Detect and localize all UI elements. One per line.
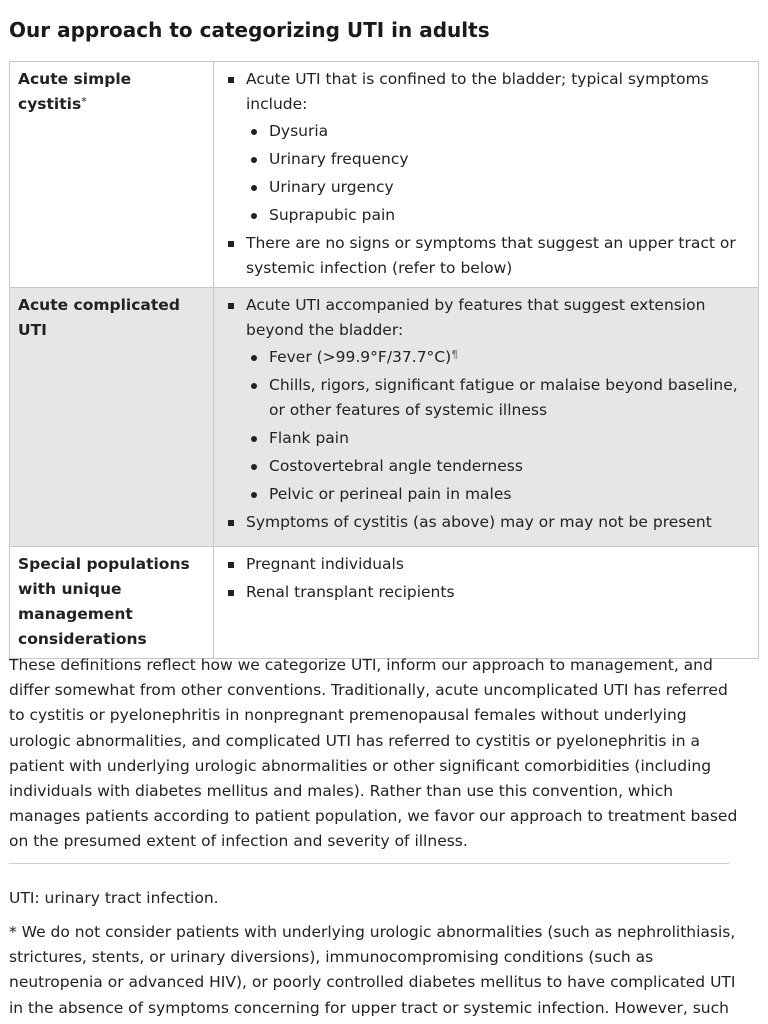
bullet-list: [228, 552, 750, 605]
sub-list-item: Costovertebral angle tenderness: [246, 454, 750, 479]
list-item: [228, 67, 750, 228]
bullet-text: Acute UTI that is confined to the bladder; typical symptoms include:: [246, 70, 709, 113]
sub-bullet-list: [246, 345, 750, 507]
document-page: [9, 0, 759, 1017]
list-item: There are no signs or symptoms that suggest an upper tract or systemic infection (refer to below): [228, 231, 750, 281]
sub-list-item: Flank pain: [246, 426, 750, 451]
list-item: [228, 293, 750, 507]
sub-list-item: [246, 345, 750, 370]
list-item: Symptoms of cystitis (as above) may or may not be present: [228, 510, 750, 535]
row-label-cell: [10, 288, 214, 547]
categorization-table: [9, 61, 759, 659]
row-label: Acute simple cystitis: [18, 70, 132, 113]
bullet-list: [228, 67, 750, 281]
table-row: [10, 62, 759, 288]
divider: [9, 863, 729, 864]
explanatory-paragraph: These definitions reflect how we categorize UTI, inform our approach to management, and differ somewhat from other conventions. Traditionally, acute uncomplicated UTI has referred to cystitis or pyelonephritis in nonpregnant premenopausal females without underlying urologic abnormalities, and complicated UTI has referred to cystitis or pyelonephritis in a patient with underlying urologic abnormalities or other significant comorbidities (including individuals with diabetes mellitus and males). Rather than use this convention, which manages patients according to patient population, we favor our approach to treatment based on the presumed extent of infection and severity of illness.: [9, 656, 738, 851]
bullet-text: Acute UTI accompanied by features that suggest extension beyond the bladder:: [246, 296, 706, 339]
abbreviation-note: UTI: urinary tract infection.: [9, 889, 219, 907]
row-content-cell: [214, 62, 759, 288]
list-item: Pregnant individuals: [228, 552, 750, 577]
table-row: [10, 547, 759, 659]
bullet-list: [228, 293, 750, 535]
sub-list-item: Suprapubic pain: [246, 203, 750, 228]
row-content-cell: [214, 288, 759, 547]
sub-list-item: Dysuria: [246, 119, 750, 144]
sub-bullet-list: [246, 119, 750, 228]
row-label-cell: [10, 547, 214, 659]
row-label: Special populations with unique management considerations: [18, 555, 190, 648]
footnote-mark: ¶: [451, 348, 459, 361]
sub-item-text: Fever (>99.9°F/37.7°C): [269, 348, 452, 366]
row-label: Acute complicated UTI: [18, 296, 180, 339]
row-label-cell: [10, 62, 214, 288]
footnote-text: * We do not consider patients with underlying urologic abnormalities (such as nephrolithiasis, strictures, stents, or urinary diversions), immunocompromising conditions (such as neutropenia or advanced HIV), or poorly controlled diabetes mellitus to have complicated UTI in the absence of symptoms concerning for upper tract or systemic infection. However, such: [9, 923, 736, 1017]
table-row: [10, 288, 759, 547]
sub-list-item: Chills, rigors, significant fatigue or malaise beyond baseline, or other features of systemic illness: [246, 373, 750, 423]
sub-list-item: Urinary urgency: [246, 175, 750, 200]
sub-list-item: Pelvic or perineal pain in males: [246, 482, 750, 507]
list-item: Renal transplant recipients: [228, 580, 750, 605]
sub-list-item: Urinary frequency: [246, 147, 750, 172]
footnote-mark: *: [81, 95, 87, 108]
page-title: Our approach to categorizing UTI in adults: [9, 18, 490, 42]
row-content-cell: [214, 547, 759, 659]
